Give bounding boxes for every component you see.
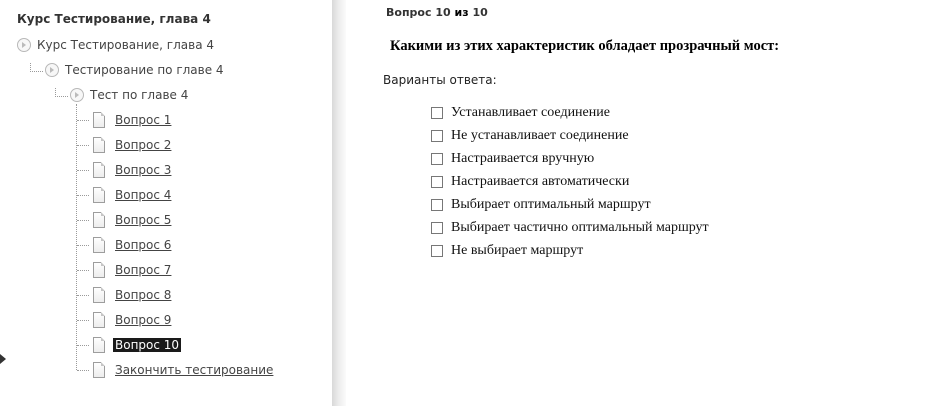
tree-connector: [77, 320, 89, 321]
answer-option[interactable]: [431, 127, 629, 145]
question-item: [77, 310, 171, 330]
tree-connector: [77, 220, 89, 221]
answer-option-label: Устанавливает соединение: [451, 105, 610, 120]
question-item: [77, 335, 181, 355]
question-link-4[interactable]: Вопрос 4: [115, 188, 172, 202]
question-link-8[interactable]: Вопрос 8: [115, 288, 172, 302]
answers-heading: Варианты ответа:: [383, 73, 497, 87]
checkbox-icon[interactable]: [431, 222, 443, 234]
question-counter: [386, 6, 488, 19]
checkbox-icon[interactable]: [431, 245, 443, 257]
question-item: [77, 260, 171, 280]
question-item: [77, 185, 171, 205]
checkbox-icon[interactable]: [431, 199, 443, 211]
answer-option-label: Настраивается вручную: [451, 151, 595, 166]
tree-connector: [77, 145, 89, 146]
checkbox-icon[interactable]: [431, 107, 443, 119]
question-item: [77, 285, 171, 305]
question-item: [77, 235, 171, 255]
page-icon: [93, 262, 105, 278]
tree-node-course[interactable]: [17, 36, 214, 54]
answer-option[interactable]: [431, 104, 610, 122]
page-icon: [93, 137, 105, 153]
question-link-1[interactable]: Вопрос 1: [115, 113, 172, 127]
page-icon: [93, 112, 105, 128]
page-icon: [93, 212, 105, 228]
question-link-5[interactable]: Вопрос 5: [115, 213, 172, 227]
tree-connector: [30, 63, 43, 72]
question-link-3[interactable]: Вопрос 3: [115, 163, 172, 177]
tree-node-test-label: Тест по главе 4: [90, 88, 189, 102]
page-icon: [93, 287, 105, 303]
question-item: [77, 135, 171, 155]
finish-test-link[interactable]: Закончить тестирование: [115, 363, 274, 377]
checkbox-icon[interactable]: [431, 176, 443, 188]
navigation-sidebar: [0, 0, 332, 406]
tree-connector: [77, 120, 89, 121]
answer-option[interactable]: [431, 242, 583, 260]
answer-option-label: Не устанавливает соединение: [451, 128, 629, 143]
question-item: [77, 160, 171, 180]
answer-option[interactable]: [431, 196, 651, 214]
counter-prefix: Вопрос: [386, 6, 432, 19]
tree-node-test[interactable]: [55, 86, 188, 104]
page-icon: [93, 312, 105, 328]
question-item: [77, 210, 171, 230]
page-icon: [93, 337, 105, 353]
tree-connector: [55, 88, 68, 97]
tree-node-chapter-test-label: Тестирование по главе 4: [65, 63, 224, 77]
tree-node-course-label: Курс Тестирование, глава 4: [37, 38, 214, 52]
collapse-arrow-icon[interactable]: [0, 354, 6, 364]
checkbox-icon[interactable]: [431, 130, 443, 142]
tree-connector: [77, 345, 89, 346]
page-icon: [93, 362, 105, 378]
counter-total: 10: [472, 6, 488, 19]
question-link-2[interactable]: Вопрос 2: [115, 138, 172, 152]
tree-connector: [77, 270, 89, 271]
play-circle-icon: [45, 63, 59, 77]
question-pane: [346, 0, 944, 406]
page-icon: [93, 187, 105, 203]
answer-option[interactable]: [431, 219, 709, 237]
course-title: Курс Тестирование, глава 4: [17, 12, 211, 26]
question-link-10-active[interactable]: Вопрос 10: [115, 338, 180, 352]
question-link-9[interactable]: Вопрос 9: [115, 313, 172, 327]
counter-of-word: из: [454, 6, 469, 19]
page-icon: [93, 237, 105, 253]
answer-option-label: Выбирает частично оптимальный маршрут: [451, 220, 709, 235]
tree-connector: [77, 295, 89, 296]
question-text: Какими из этих характеристик обладает прозрачный мост:: [390, 38, 780, 54]
tree-connector: [77, 245, 89, 246]
question-item: [77, 360, 273, 380]
question-link-6[interactable]: Вопрос 6: [115, 238, 172, 252]
play-circle-icon: [70, 88, 84, 102]
answer-option[interactable]: [431, 173, 629, 191]
answer-option[interactable]: [431, 150, 594, 168]
question-link-7[interactable]: Вопрос 7: [115, 263, 172, 277]
tree-node-chapter-test[interactable]: [30, 61, 224, 79]
answer-option-label: Настраивается автоматически: [451, 174, 630, 189]
counter-current: 10: [435, 6, 451, 19]
question-item: [77, 110, 171, 130]
play-circle-icon: [17, 38, 31, 52]
page-icon: [93, 162, 105, 178]
pane-divider[interactable]: [332, 0, 346, 406]
tree-connector: [77, 170, 89, 171]
checkbox-icon[interactable]: [431, 153, 443, 165]
tree-connector: [77, 370, 89, 371]
answer-option-label: Не выбирает маршрут: [451, 243, 584, 258]
tree-connector: [77, 195, 89, 196]
answer-option-label: Выбирает оптимальный маршрут: [451, 197, 651, 212]
